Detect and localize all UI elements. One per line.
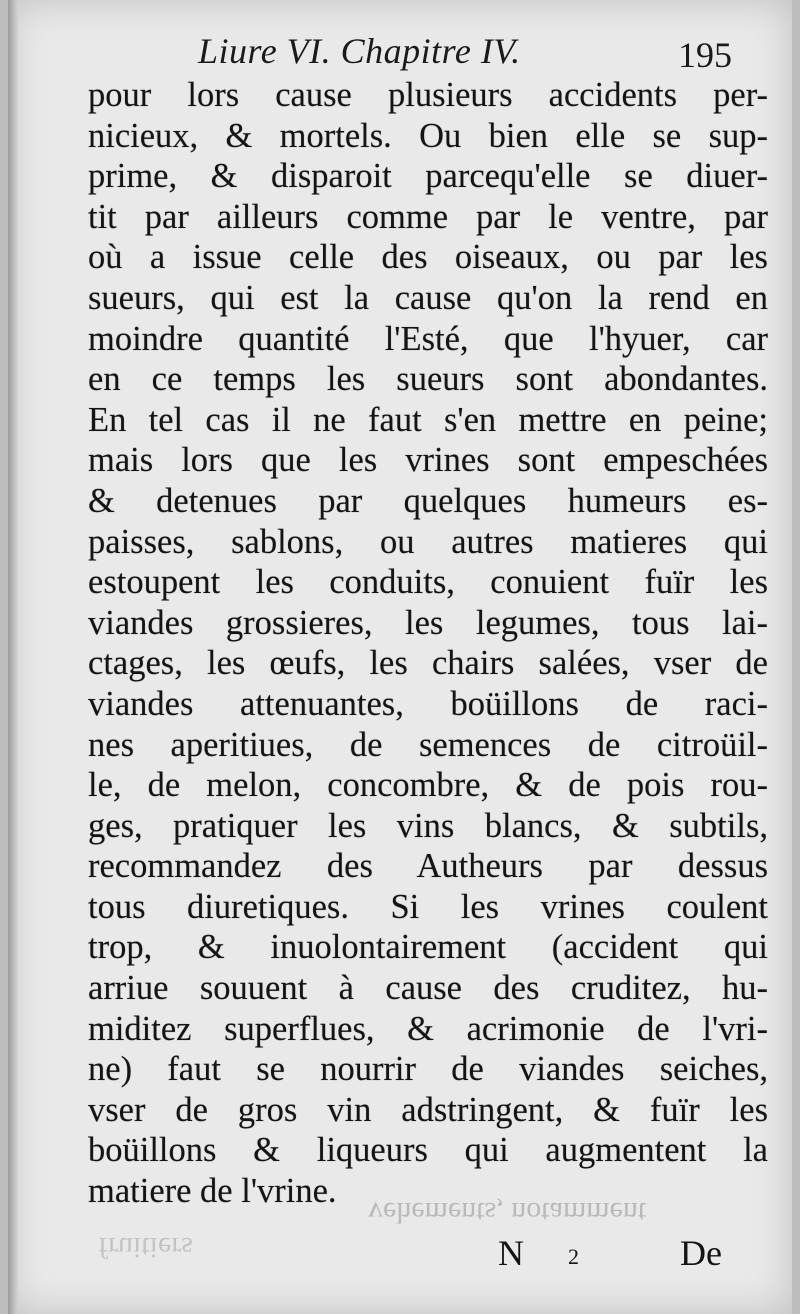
text-line: recommandez des Autheurs par dessus: [88, 847, 768, 886]
catchword: De: [680, 1233, 722, 1273]
signature-mark: [498, 1232, 579, 1274]
text-line: le, de melon, concombre, & de pois rou-: [88, 766, 768, 805]
text-line: matiere de l'vrine.: [88, 1172, 337, 1211]
text-line: viandes grossieres, les legumes, tous lai-: [88, 603, 768, 642]
running-title: Liure VI. Chapitre IV.: [198, 31, 521, 71]
text-line: mais lors que les vrines sont empeschées: [88, 441, 768, 480]
text-line: nicieux, & mortels. Ou bien elle se sup-: [88, 116, 768, 155]
text-line: paisses, sablons, ou autres matieres qui: [88, 522, 768, 561]
text-line: miditez superflues, & acrimonie de l'vri-: [88, 1009, 768, 1048]
text-line: ges, pratiquer les vins blancs, & subtils,: [88, 806, 768, 845]
text-line: sueurs, qui est la cause qu'on la rend en: [88, 278, 768, 317]
text-line: En tel cas il ne faut s'en mettre en peine;: [88, 400, 768, 439]
text-line: vser de gros vin adstringent, & fuïr les: [88, 1090, 768, 1129]
text-line: nes aperitiues, de semences de citroüil-: [88, 725, 768, 764]
text-line: tit par ailleurs comme par le ventre, par: [88, 197, 768, 236]
book-page: [8, 0, 792, 1314]
page-gutter-edge: [8, 0, 18, 1314]
show-through-text-2: fruitiers: [98, 1231, 193, 1264]
text-line: boüillons & liqueurs qui augmentent la: [88, 1131, 768, 1170]
text-line: trop, & inuolontairement (accident qui: [88, 928, 768, 967]
text-line: tous diuretiques. Si les vrines coulent: [88, 887, 768, 926]
text-line: arriue souuent à cause des cruditez, hu-: [88, 969, 768, 1008]
signature-number: 2: [568, 1243, 579, 1269]
show-through-text: vehements, notamment: [368, 1196, 647, 1229]
body-text: [88, 75, 768, 1212]
text-line: où a issue celle des oiseaux, ou par les: [88, 238, 768, 277]
text-line: pour lors cause plusieurs accidents per-: [88, 76, 768, 114]
signature-letter: N: [498, 1233, 524, 1273]
page-number: 195: [678, 35, 732, 75]
text-line: & detenues par quelques humeurs es-: [88, 481, 768, 520]
text-line: en ce temps les sueurs sont abondantes.: [88, 360, 768, 399]
page-header: [8, 22, 792, 82]
text-line: prime, & disparoit parcequ'elle se diuer-: [88, 157, 768, 196]
text-line: viandes attenuantes, boüillons de raci-: [88, 684, 768, 723]
text-line: ne) faut se nourrir de viandes seiches,: [88, 1050, 768, 1089]
text-line: estoupent les conduits, conuient fuïr les: [88, 563, 768, 602]
text-line: moindre quantité l'Esté, que l'hyuer, car: [88, 319, 768, 358]
text-line: ctages, les œufs, les chairs salées, vser de: [88, 644, 768, 683]
